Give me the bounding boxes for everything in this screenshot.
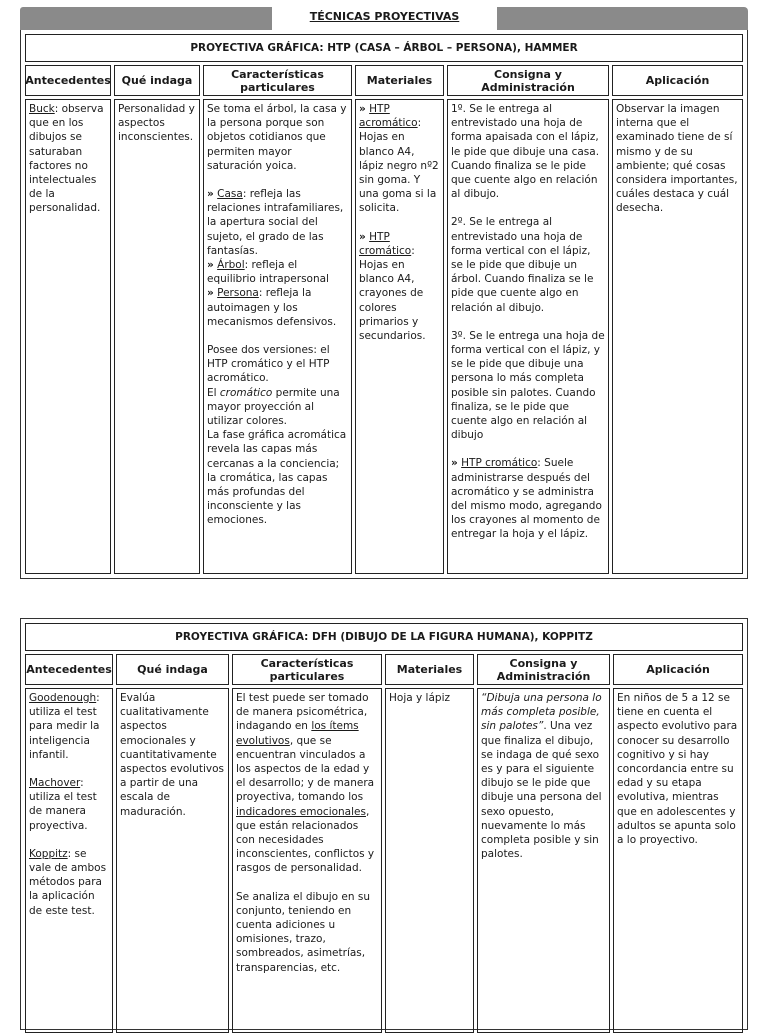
title-bar bbox=[20, 7, 748, 30]
cell-caracteristicas bbox=[203, 99, 352, 574]
col-header-que-indaga: Qué indaga bbox=[116, 654, 229, 685]
paragraph: 1º. Se le entrega al entrevistado una hoja de forma apaisada con el lápiz, le pide que dibuje una casa. Cuando finaliza se le pide que cuente algo en relación al dibujo. bbox=[451, 103, 600, 201]
section-header: PROYECTIVA GRÁFICA: HTP (CASA – ÁRBOL – PERSONA), HAMMER bbox=[25, 34, 743, 62]
bullet-icon: » bbox=[207, 259, 214, 272]
term-buck: Buck bbox=[29, 103, 55, 115]
paragraph: 2º. Se le entrega al entrevistado una hoja de forma vertical con el lápiz, se le pide que dibuje un árbol. Cuando finaliza se le pide que cuente algo en relación al dibujo. bbox=[451, 216, 594, 314]
consigna-quote: “Dibuja una persona lo más completa posible, sin palotes” bbox=[481, 692, 602, 733]
title-decoration-left bbox=[20, 7, 272, 30]
cell-aplicacion: Observar la imagen interna que el examinado tiene de sí mismo y de su ambiente; qué cosas considera importantes, cuáles destaca y cuál desecha. bbox=[612, 99, 743, 574]
paragraph: Posee dos versiones: el HTP cromático y el HTP acromático. bbox=[207, 344, 330, 385]
title-decoration-right bbox=[497, 7, 748, 30]
cell-materiales bbox=[355, 99, 444, 574]
bullet-icon: » bbox=[451, 457, 458, 470]
paragraph: Koppitz: se vale de ambos métodos para la aplicación de este test. bbox=[29, 847, 107, 917]
paragraph: El test puede ser tomado de manera psicométrica, indagando en los ítems evolutivos, que se encuentran vinculados a los aspectos de la edad y el desarrollo; y de manera proyectiva, tomando los indicadores emocionales, que están relacionados con necesidades inconscientes, conflictos y rasgos de personalidad. bbox=[236, 692, 375, 875]
paragraph: Se analiza el dibujo en su conjunto, teniendo en cuenta adiciones u omisiones, trazo, sombreados, asimetrías, transparencias, etc. bbox=[236, 890, 370, 974]
bullet-icon: » bbox=[207, 188, 214, 201]
col-header-consigna: Consigna y Administración bbox=[447, 65, 609, 96]
col-header-consigna: Consigna y Administración bbox=[477, 654, 610, 685]
paragraph: La fase gráfica acromática revela las capas más cercanas a la conciencia; la cromática, las capas más profundas del inconsciente y las emociones. bbox=[207, 429, 347, 527]
col-header-aplicacion: Aplicación bbox=[612, 65, 743, 96]
section-htp bbox=[20, 30, 748, 579]
cell-antecedentes: Buck: observa que en los dibujos se saturaban factores no intelectuales de la personalidad. bbox=[25, 99, 111, 574]
cell-que-indaga: Personalidad y aspectos inconscientes. bbox=[114, 99, 200, 574]
col-header-materiales: Materiales bbox=[385, 654, 474, 685]
cell-materiales: Hoja y lápiz bbox=[385, 688, 474, 1033]
col-header-materiales: Materiales bbox=[355, 65, 444, 96]
paragraph: » Casa: refleja las relaciones intrafamiliares, la apertura social del sujeto, el grado de las fantasías. » Árbol: refleja el equilibrio intrapersonal » Persona: refleja la autoimagen y los mecanismos defensivos. bbox=[207, 188, 344, 328]
col-header-que-indaga: Qué indaga bbox=[114, 65, 200, 96]
cell-antecedentes bbox=[25, 688, 113, 1033]
paragraph: 3º. Se le entrega una hoja de forma vertical con el lápiz, y se le pide que dibuje una persona lo más completa posible sin palotes. Cuando finaliza, se le pide que cuente algo en relación al dibujo bbox=[451, 329, 605, 442]
cell-que-indaga: Evalúa cualitativamente aspectos emocionales y cuantitativamente aspectos evolutivos a partir de una escala de maduración. bbox=[116, 688, 229, 1033]
cell-aplicacion: En niños de 5 a 12 se tiene en cuenta el aspecto evolutivo para conocer su desarrollo cognitivo y si hay concordancia entre su edad y su etapa evolutiva, mientras que en adolescentes y adultos se apunta solo a lo proyectivo. bbox=[613, 688, 743, 1033]
section-header: PROYECTIVA GRÁFICA: DFH (DIBUJO DE LA FIGURA HUMANA), KOPPITZ bbox=[25, 623, 743, 651]
section-dfh bbox=[20, 618, 748, 1030]
paragraph: » HTP acromático: Hojas en blanco A4, lápiz negro nº2 sin goma. Y una goma si la solicita. bbox=[359, 103, 439, 215]
cell-consigna bbox=[447, 99, 609, 574]
term-machover: Machover bbox=[29, 777, 81, 790]
bullet-icon: » bbox=[359, 230, 366, 243]
paragraph: El cromático permite una mayor proyección al utilizar colores. bbox=[207, 386, 340, 428]
cell-consigna: “Dibuja una persona lo más completa posible, sin palotes”. Una vez que finaliza el dibujo, se indaga de qué sexo es y para el siguiente dibujo se le pide que dibuje una persona del sexo opuesto, nuevamente lo más completa posible y sin palotes. bbox=[477, 688, 610, 1033]
paragraph: » HTP cromático: Hojas en blanco A4, crayones de colores primarios y secundarios. bbox=[359, 230, 426, 343]
col-header-caracteristicas: Características particulares bbox=[203, 65, 352, 96]
paragraph: » HTP cromático: Suele administrarse después del acromático y se administra del mismo modo, agregando los crayones al momento de entregar la hoja y el lápiz. bbox=[451, 457, 602, 541]
term-goodenough: Goodenough bbox=[29, 692, 97, 704]
col-header-antecedentes: Antecedentes bbox=[25, 654, 113, 685]
paragraph: Goodenough: utiliza el test para medir la inteligencia infantil. bbox=[29, 692, 100, 761]
term-koppitz: Koppitz bbox=[29, 847, 68, 860]
bullet-icon: » bbox=[359, 103, 366, 115]
paragraph: Machover: utiliza el test de manera proyectiva. bbox=[29, 777, 97, 832]
bullet-icon: » bbox=[207, 287, 214, 300]
col-header-aplicacion: Aplicación bbox=[613, 654, 743, 685]
cell-caracteristicas bbox=[232, 688, 382, 1033]
col-header-antecedentes: Antecedentes bbox=[25, 65, 111, 96]
paragraph: Se toma el árbol, la casa y la persona porque son objetos cotidianos que permiten mayor saturación yoica. bbox=[207, 103, 347, 172]
page-title: TÉCNICAS PROYECTIVAS bbox=[309, 10, 460, 23]
col-header-caracteristicas: Características particulares bbox=[232, 654, 382, 685]
